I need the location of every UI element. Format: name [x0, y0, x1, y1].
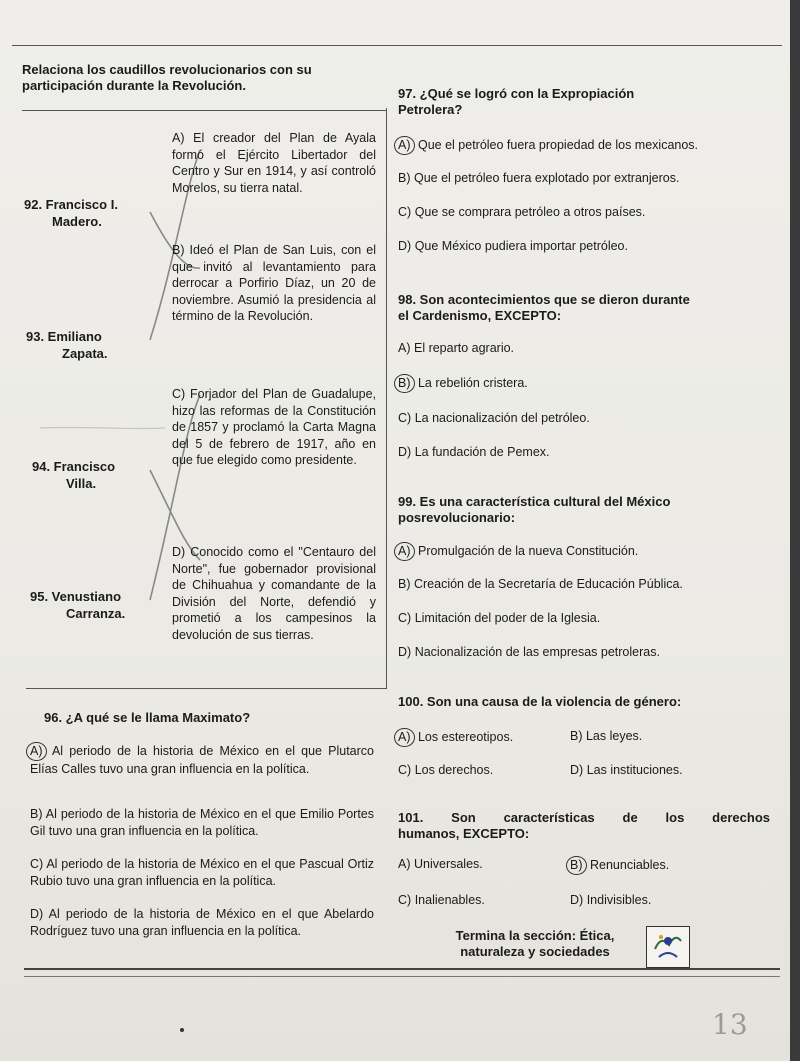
section-badge-icon	[646, 926, 690, 968]
q98-option-a-letter: A)	[398, 341, 411, 355]
q101-title-line2: humanos, EXCEPTO:	[398, 826, 530, 841]
q97-option-b-letter: B)	[398, 171, 411, 185]
q96-title: 96. ¿A qué se le llama Maximato?	[44, 710, 251, 725]
q98-option-c[interactable]	[398, 410, 768, 427]
q96-option-d-letter: D)	[30, 907, 44, 921]
q98-option-a-text: El reparto agrario.	[413, 341, 515, 355]
q101-option-a[interactable]	[398, 856, 558, 873]
q98-option-c-text: La nacionalización del petróleo.	[414, 411, 590, 425]
q100-option-d-text: Las instituciones.	[586, 763, 683, 777]
q96-option-b-letter: B)	[30, 807, 43, 821]
match-title-line1: Relaciona los caudillos revolucionarios con su	[22, 62, 312, 77]
description-d	[172, 544, 376, 643]
q96-option-b-text: Al periodo de la historia de México en el que Emilio Portes Gil tuvo una gran influencia en la política.	[30, 807, 374, 838]
q96-option-a-letter-circled: A)	[26, 742, 47, 761]
q99-option-c-text: Limitación del poder de la Iglesia.	[414, 611, 601, 625]
q97-title	[398, 86, 758, 118]
q98-title-line1: 98. Son acontecimientos que se dieron durante	[398, 292, 690, 307]
q97-option-c-letter: C)	[398, 205, 412, 219]
q97-option-d-letter: D)	[398, 239, 412, 253]
q99-title-line1: 99. Es una característica cultural del México	[398, 494, 671, 509]
q97-option-a[interactable]	[398, 136, 768, 155]
q96-option-b[interactable]	[30, 806, 374, 840]
q98-option-d-letter: D)	[398, 445, 412, 459]
q100-option-b-letter: B)	[570, 729, 583, 743]
leader-92-line1: 92. Francisco I.	[24, 197, 118, 212]
q99-option-d-letter: D)	[398, 645, 412, 659]
q98-title-line2: el Cardenismo, EXCEPTO:	[398, 308, 562, 323]
q100-option-a-letter-circled: A)	[394, 728, 415, 747]
description-c-letter: C)	[172, 387, 186, 401]
q98-option-d[interactable]	[398, 444, 768, 461]
q100-option-c-letter: C)	[398, 763, 412, 777]
description-c	[172, 386, 376, 469]
description-c-text: Forjador del Plan de Guadalupe, hizo las reformas de la Constitución de 1857 y proclamó la Carta Magna del 5 de febrero de 1917, año en que fue elegido como presidente.	[172, 387, 376, 467]
q96-option-d-text: Al periodo de la historia de México en el que Abelardo Rodríguez tuvo una gran influencia en la política.	[30, 907, 374, 938]
q100-option-c-text: Los derechos.	[414, 763, 494, 777]
leader-94-line2: Villa.	[66, 476, 97, 491]
q99-option-d-text: Nacionalización de las empresas petroleras.	[414, 645, 660, 659]
match-title-line2: participación durante la Revolución.	[22, 78, 246, 93]
q96-option-a-text: Al periodo de la historia de México en el que Plutarco Elías Calles tuvo una gran influencia en la política.	[30, 744, 374, 776]
description-a-text: El creador del Plan de Ayala formó el Ejército Libertador del Centro y Sur en 1914, y así controló Morelos, su tierra natal.	[172, 131, 376, 195]
q99-option-d[interactable]	[398, 644, 768, 661]
q100-option-b[interactable]	[570, 728, 760, 745]
q99-option-b-text: Creación de la Secretaría de Educación Pública.	[413, 577, 683, 591]
q100-option-c[interactable]	[398, 762, 558, 779]
leader-94-line1: 94. Francisco	[32, 459, 116, 474]
q99-option-a-text: Promulgación de la nueva Constitución.	[417, 544, 639, 558]
q101-option-b-text: Renunciables.	[589, 858, 670, 872]
q97-option-b-text: Que el petróleo fuera explotado por extranjeros.	[413, 171, 680, 185]
q97-option-d-text: Que México pudiera importar petróleo.	[414, 239, 628, 253]
q101-option-c-text: Inalienables.	[414, 893, 485, 907]
q101-option-a-text: Universales.	[413, 857, 483, 871]
q96-option-d[interactable]	[30, 906, 374, 940]
q97-title-line2: Petrolera?	[398, 102, 463, 117]
q101-option-d[interactable]	[570, 892, 760, 909]
section-end-line1: Termina la sección: Ética,	[455, 928, 615, 943]
leader-93-line2: Zapata.	[62, 346, 108, 361]
q101-option-b-letter-circled: B)	[566, 856, 587, 875]
q99-option-a[interactable]	[398, 542, 768, 561]
q99-option-c[interactable]	[398, 610, 768, 627]
pencil-underline-mark	[40, 427, 165, 428]
q99-option-a-letter-circled: A)	[394, 542, 415, 561]
q101-title-line1: 101. Son características de los derechos	[398, 810, 770, 825]
q101-option-b[interactable]	[570, 856, 760, 875]
description-b	[172, 242, 376, 325]
q98-option-c-letter: C)	[398, 411, 412, 425]
q99-title	[398, 494, 770, 526]
q96-option-c[interactable]	[30, 856, 374, 890]
q97-option-a-text: Que el petróleo fuera propiedad de los mexicanos.	[417, 138, 699, 152]
description-a-letter: A)	[172, 131, 185, 145]
leader-95-line2: Carranza.	[66, 606, 126, 621]
leader-93-line1: 93. Emiliano	[26, 329, 102, 344]
q99-option-c-letter: C)	[398, 611, 412, 625]
q100-option-b-text: Las leyes.	[585, 729, 643, 743]
q98-option-b-letter-circled: B)	[394, 374, 415, 393]
q96-option-c-text: Al periodo de la historia de México en el que Pascual Ortiz Rubio tuvo una gran influencia en la política.	[30, 857, 374, 888]
q98-option-b-text: La rebelión cristera.	[417, 376, 528, 390]
page-edge-shadow	[790, 0, 800, 1061]
q97-option-d[interactable]	[398, 238, 768, 255]
q99-option-b[interactable]	[398, 576, 778, 593]
q100-option-d-letter: D)	[570, 763, 584, 777]
q100-title: 100. Son una causa de la violencia de género:	[398, 694, 682, 709]
description-a	[172, 130, 376, 196]
q101-option-d-text: Indivisibles.	[586, 893, 652, 907]
ink-dot	[180, 1028, 184, 1032]
q97-option-a-letter-circled: A)	[394, 136, 415, 155]
q99-title-line2: posrevolucionario:	[398, 510, 516, 525]
q97-option-b[interactable]	[398, 170, 768, 187]
q97-title-line1: 97. ¿Qué se logró con la Expropiación	[398, 86, 635, 101]
description-b-text: Ideó el Plan de San Luis, con el que invitó al levantamiento para derrocar a Porfirio Díaz, un 20 de noviembre. Asumió la presidencia al término de la Revolución.	[172, 243, 376, 323]
page-number: 13	[712, 1008, 748, 1041]
q96-option-c-letter: C)	[30, 857, 44, 871]
q98-option-b[interactable]	[398, 374, 768, 393]
description-d-letter: D)	[172, 545, 186, 559]
section-end-line2: naturaleza y sociedades	[460, 944, 610, 959]
leader-92-line2: Madero.	[52, 214, 102, 229]
q101-option-c-letter: C)	[398, 893, 412, 907]
description-d-text: Conocido como el "Centauro del Norte", fue gobernador provisional de Chihuahua y comandante de la División del Norte, defendió y prometió a los campesinos la devolución de sus tierras.	[172, 545, 376, 642]
q98-option-d-text: La fundación de Pemex.	[414, 445, 550, 459]
q100-option-a-text: Los estereotipos.	[417, 730, 514, 744]
q96-option-a[interactable]	[30, 742, 374, 778]
q101-option-c[interactable]	[398, 892, 558, 909]
q101-option-a-letter: A)	[398, 857, 411, 871]
description-b-letter: B)	[172, 243, 185, 257]
q98-title	[398, 292, 770, 324]
section-end-note	[430, 928, 640, 960]
q97-option-c[interactable]	[398, 204, 768, 221]
leader-95-line1: 95. Venustiano	[30, 589, 122, 604]
q98-option-a[interactable]	[398, 340, 768, 357]
q99-option-b-letter: B)	[398, 577, 411, 591]
q101-option-d-letter: D)	[570, 893, 584, 907]
q97-option-c-text: Que se comprara petróleo a otros países.	[414, 205, 646, 219]
q100-option-a[interactable]	[398, 728, 558, 747]
q101-title	[398, 810, 770, 842]
q100-option-d[interactable]	[570, 762, 760, 779]
